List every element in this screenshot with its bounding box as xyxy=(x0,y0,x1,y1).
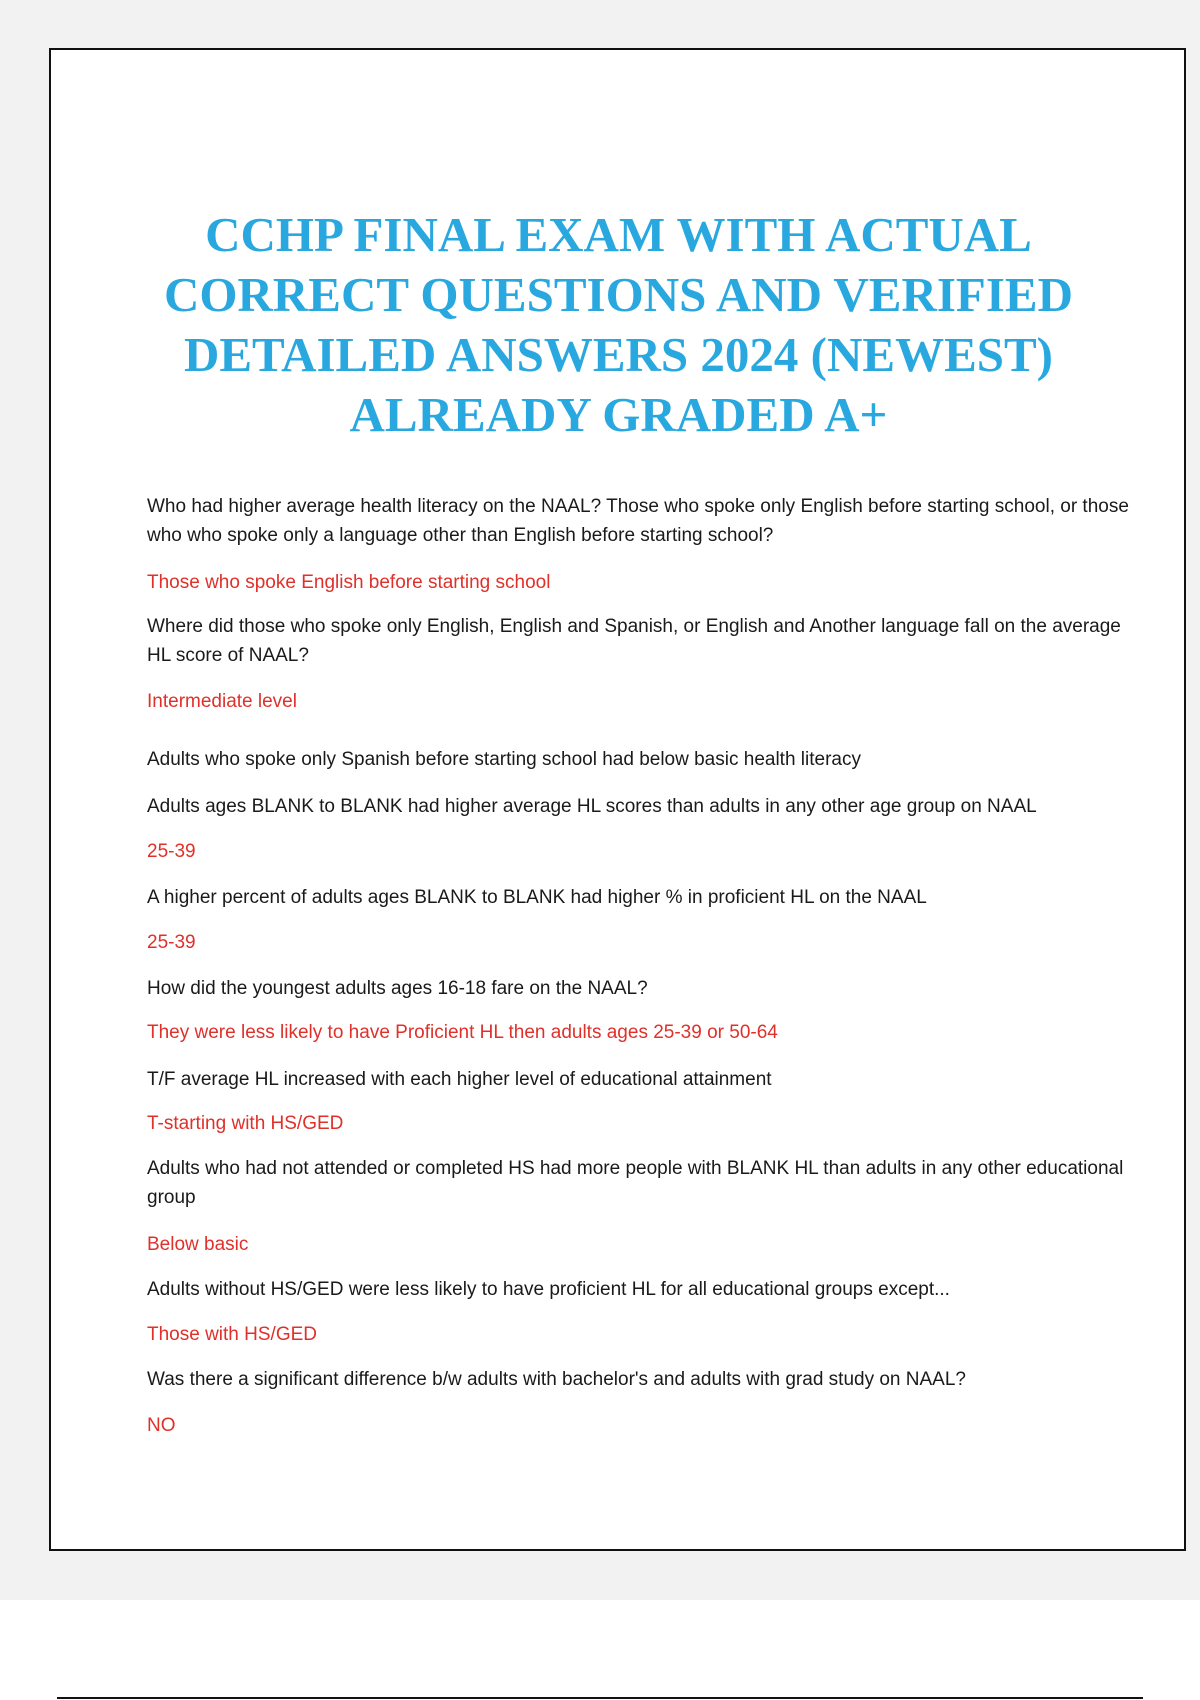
answer-text: Those with HS/GED xyxy=(147,1324,317,1345)
question-text: Adults who spoke only Spanish before starting school had below basic health literacy xyxy=(147,749,861,770)
question-text: Adults who had not attended or completed HS had more people with BLANK HL than adults in any other educational group xyxy=(147,1158,1124,1208)
answer-text: Intermediate level xyxy=(147,691,297,712)
title-line-1: CCHP FINAL EXAM WITH ACTUAL xyxy=(205,207,1032,262)
question-text: Adults ages BLANK to BLANK had higher average HL scores than adults in any other age group on NAAL xyxy=(147,796,1037,817)
page-divider xyxy=(57,1697,1143,1699)
answer-text: NO xyxy=(147,1415,176,1436)
question-text: T/F average HL increased with each higher level of educational attainment xyxy=(147,1069,772,1090)
title-line-3: DETAILED ANSWERS 2024 (NEWEST) xyxy=(183,327,1054,382)
answer-text: T-starting with HS/GED xyxy=(147,1113,344,1134)
title-line-4: ALREADY GRADED A+ xyxy=(349,387,888,442)
question-text: Who had higher average health literacy on the NAAL? Those who spoke only English before starting school, or those who who spoke only a language other than English before starting school? xyxy=(147,496,1129,546)
answer-text: 25-39 xyxy=(147,932,196,953)
answer-text: 25-39 xyxy=(147,841,196,862)
question-text: Was there a significant difference b/w adults with bachelor's and adults with grad study on NAAL? xyxy=(147,1369,966,1390)
next-page-top xyxy=(0,1600,1200,1700)
answer-text: They were less likely to have Proficient HL then adults ages 25-39 or 50-64 xyxy=(147,1022,778,1043)
title-line-2: CORRECT QUESTIONS AND VERIFIED xyxy=(164,267,1073,322)
question-text: Where did those who spoke only English, English and Spanish, or English and Another language fall on the average HL score of NAAL? xyxy=(147,616,1121,666)
question-text: Adults without HS/GED were less likely to have proficient HL for all educational groups except... xyxy=(147,1279,950,1300)
question-text: How did the youngest adults ages 16-18 fare on the NAAL? xyxy=(147,978,648,999)
answer-text: Those who spoke English before starting school xyxy=(147,572,551,593)
question-text: A higher percent of adults ages BLANK to BLANK had higher % in proficient HL on the NAAL xyxy=(147,887,927,908)
answer-text: Below basic xyxy=(147,1234,249,1255)
document-page xyxy=(49,48,1186,1551)
document-title xyxy=(141,205,1096,445)
